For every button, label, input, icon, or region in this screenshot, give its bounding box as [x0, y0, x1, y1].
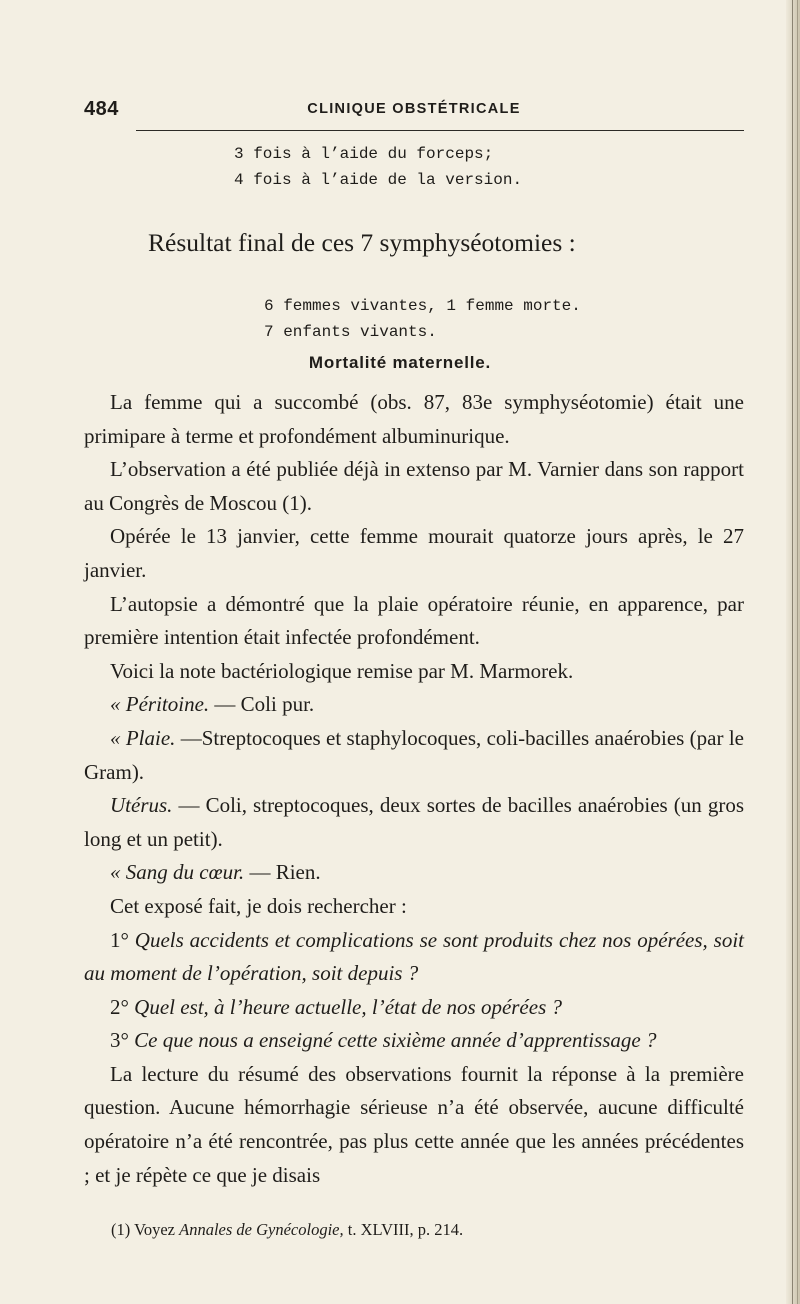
footnote-suffix: t. XLVIII, p. 214.	[343, 1220, 464, 1239]
finding-text: —Streptocoques et staphylocoques, coli-bacilles anaérobies (par le Gram).	[84, 725, 744, 784]
question-text: Quels accidents et complications se sont produits chez nos opérées, soit au moment de l’opération, soit depuis ?	[84, 927, 744, 986]
page-header	[84, 98, 744, 122]
header-rule	[136, 130, 744, 131]
footnote-title: Annales de Gynécologie,	[179, 1220, 344, 1239]
finding-label: « Sang du cœur.	[110, 860, 245, 885]
page-number: 484	[84, 98, 119, 120]
paragraph	[84, 856, 744, 890]
paragraph: L’autopsie a démontré que la plaie opératoire réunie, en apparence, par première intention était infectée profondément.	[84, 591, 744, 650]
question	[84, 1024, 744, 1058]
paragraph: Opérée le 13 janvier, cette femme mourait quatorze jours après, le 27 janvier.	[84, 524, 744, 582]
paragraph	[84, 789, 744, 856]
page-edge-line	[797, 0, 798, 1304]
footnote	[111, 1220, 463, 1240]
section-heading: Mortalité maternelle.	[308, 353, 492, 372]
finding-label: « Plaie.	[110, 725, 176, 750]
finding-label: « Péritoine.	[110, 692, 210, 717]
count-line: 4 fois à l’aide de la version.	[234, 171, 523, 189]
paragraph: Voici la note bactériologique remise par M. Marmorek.	[110, 658, 574, 683]
result-line: 7 enfants vivants.	[264, 323, 437, 341]
page-edge-line	[792, 0, 793, 1304]
count-line: 3 fois à l’aide du forceps;	[234, 145, 494, 163]
finding-text: — Coli, streptocoques, deux sortes de bacilles anaérobies (un gros long et un petit).	[84, 793, 744, 851]
question-text: Ce que nous a enseigné cette sixième année d’apprentissage ?	[134, 1028, 657, 1053]
finding-text: — Rien.	[244, 860, 321, 885]
question	[84, 991, 744, 1025]
running-head: CLINIQUE OBSTÉTRICALE	[307, 101, 521, 117]
question-number: 2°	[110, 994, 135, 1019]
result-line: 6 femmes vivantes, 1 femme morte.	[264, 297, 581, 315]
finding-label: Utérus.	[110, 793, 173, 818]
paragraph: Cet exposé fait, je dois rechercher :	[110, 893, 407, 918]
paragraph: La lecture du résumé des observations fournit la réponse à la première question. Aucune hémorrhagie sérieuse n’a été observée, aucune difficulté opératoire n’a été rencontrée, pas plus cette année que les années précédentes ; et je répète ce que je disais	[84, 1061, 744, 1187]
paragraph	[84, 722, 744, 789]
result-heading: Résultat final de ces 7 symphyséotomies :	[148, 228, 576, 257]
question-text: Quel est, à l’heure actuelle, l’état de nos opérées ?	[134, 994, 563, 1019]
paragraph: L’observation a été publiée déjà in extenso par M. Varnier dans son rapport au Congrès de Moscou (1).	[84, 457, 744, 515]
paragraph	[84, 688, 744, 722]
footnote-prefix: (1) Voyez	[111, 1220, 180, 1239]
finding-text: — Coli pur.	[209, 692, 315, 717]
body-text	[84, 386, 744, 1192]
paragraph: La femme qui a succombé (obs. 87, 83e symphyséotomie) était une primipare à terme et profondément albuminurique.	[84, 390, 744, 448]
question	[84, 924, 744, 991]
question-number: 3°	[110, 1028, 135, 1053]
question-number: 1°	[110, 927, 135, 952]
